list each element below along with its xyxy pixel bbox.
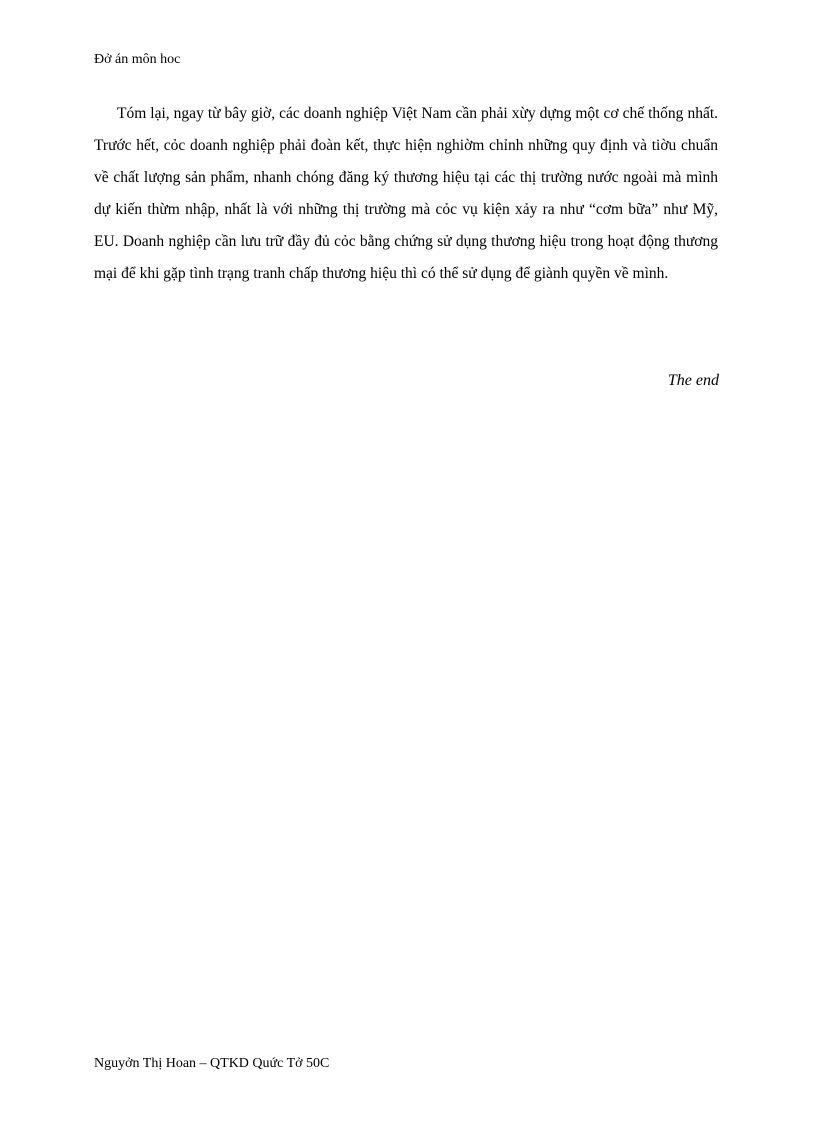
closing-text: The end <box>667 372 719 389</box>
body-paragraph: Tóm lại, ngay từ bây giờ, các doanh nghiệp Việt Nam cần phải xừy dựng một cơ chế thống nhất. Trước hết, cỏc doanh nghiệp phải đoàn kết, thực hiện nghiờm chỉnh những quy định và tiờu chuẩn về chất lượng sản phẩm, nhanh chóng đăng ký thương hiệu tại các thị trường nước ngoài mà mình dự kiến thừm nhập, nhất là với những thị trường mà cỏc vụ kiện xảy ra như “cơm bữa” như Mỹ, EU. Doanh nghiệp cần lưu trữ đầy đủ cỏc bằng chứng sử dụng thương hiệu trong hoạt động thương mại để khi gặp tình trạng tranh chấp thương hiệu thì có thể sử dụng để giành quyền về mình. <box>94 105 718 282</box>
page-footer: Nguyởn Thị Hoan – QTKD Quức Tở 50C <box>94 1056 330 1071</box>
page-header: Đở án môn hoc <box>94 52 181 67</box>
